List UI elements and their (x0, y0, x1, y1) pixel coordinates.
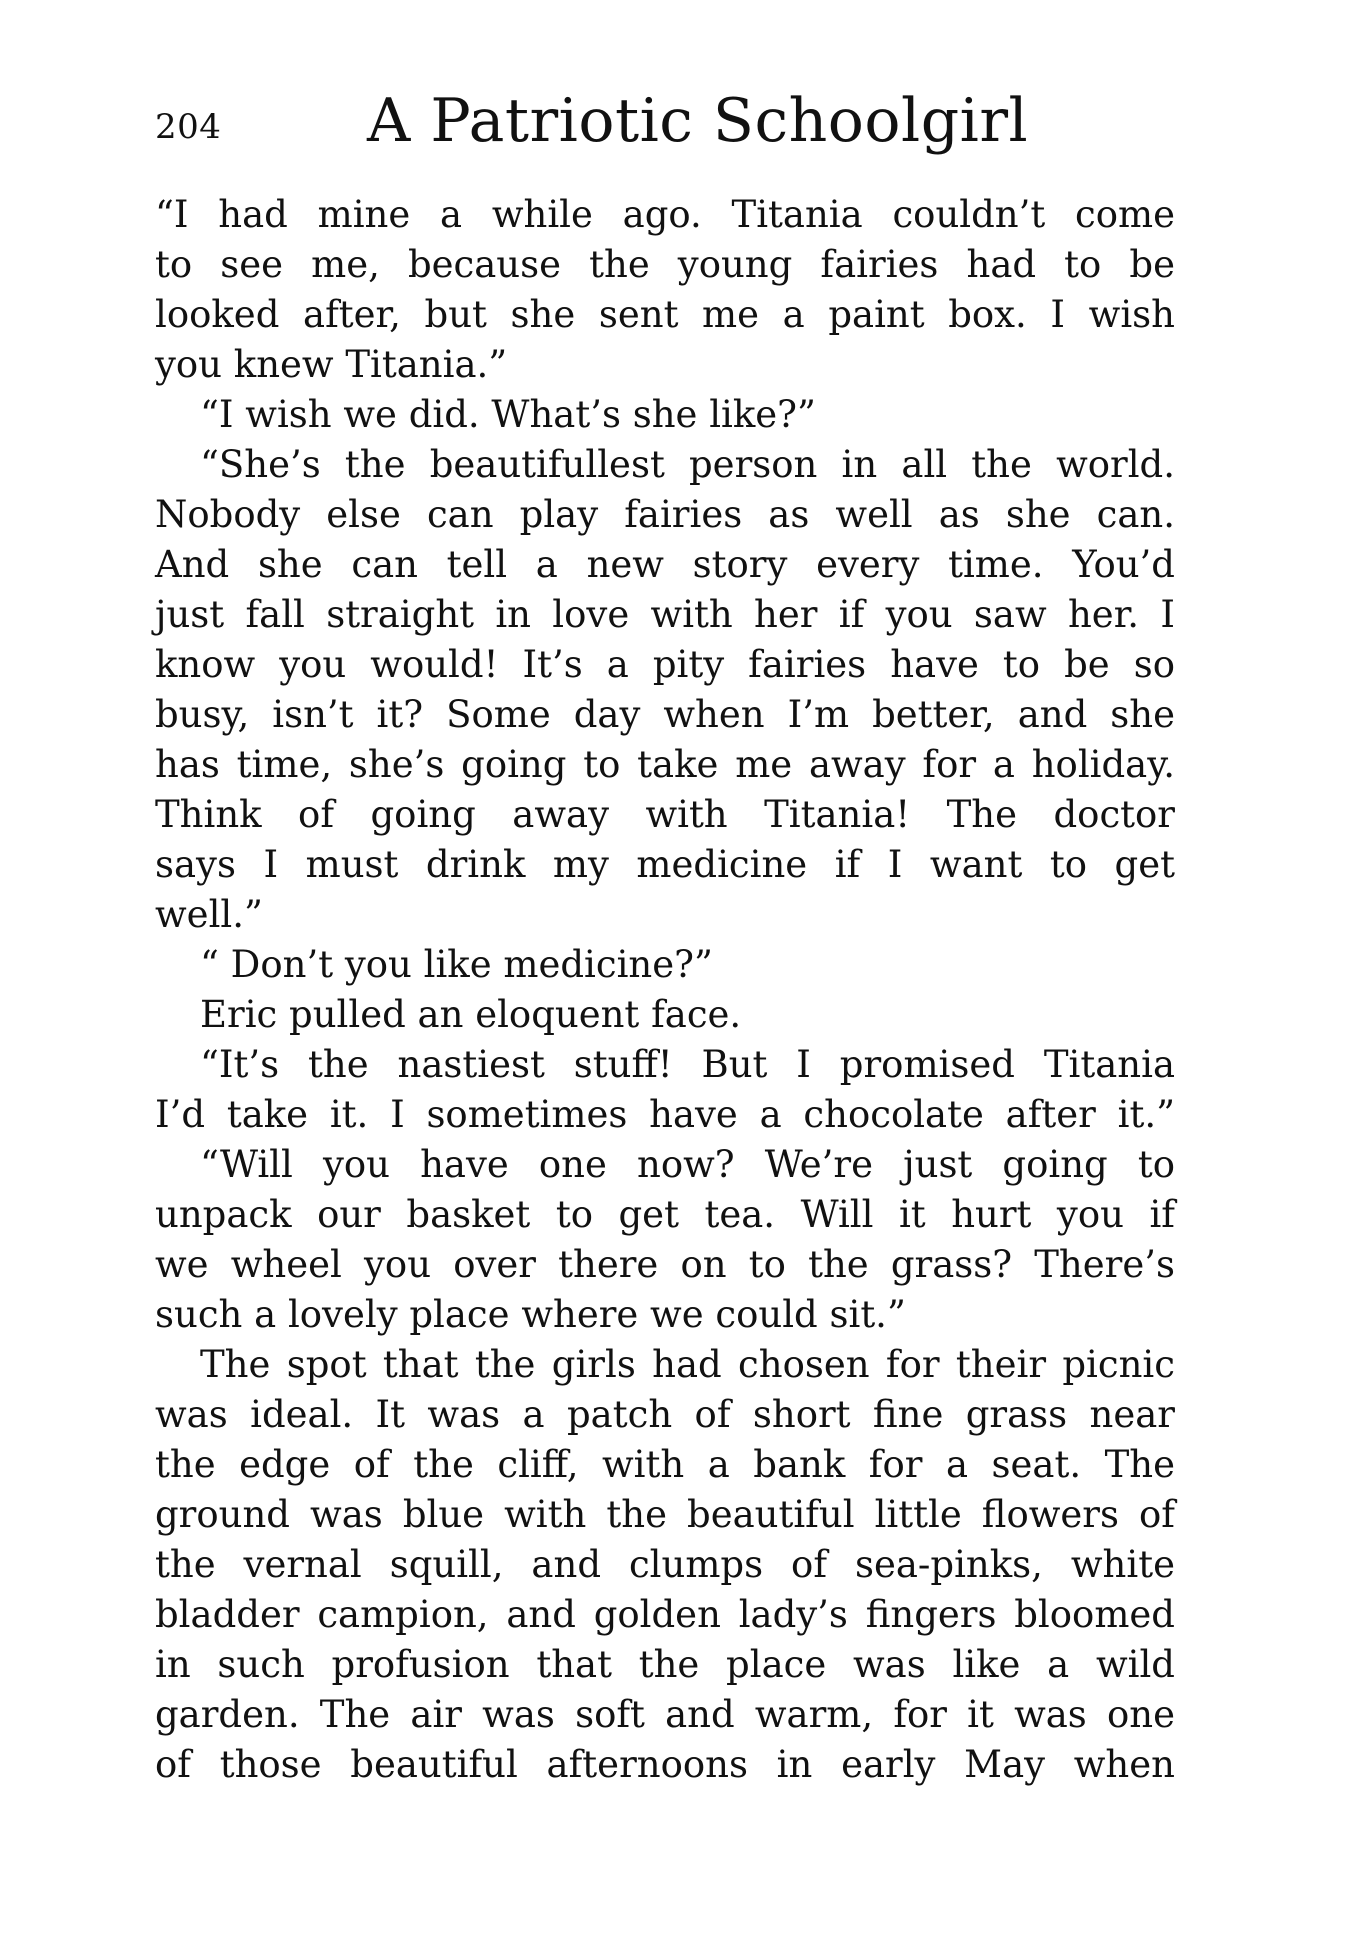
text-line: The spot that the girls had chosen for their picnic (200, 1343, 1175, 1386)
text-line: of those beautiful afternoons in early May when (155, 1743, 1175, 1786)
text-line: “Will you have one now? We’re just going to (200, 1143, 1175, 1186)
text-line: such a lovely place where we could sit.” (155, 1293, 906, 1336)
page-number: 204 (155, 107, 222, 147)
text-line: “I had mine a while ago. Titania couldn’t come (155, 193, 1175, 236)
text-line: bladder campion, and golden lady’s fingers bloomed (155, 1593, 1175, 1636)
text-line: And she can tell a new story every time. You’d (155, 543, 1175, 586)
text-line: well.” (155, 893, 263, 936)
text-line: looked after, but she sent me a paint box. I wish (155, 293, 1175, 336)
running-title: A Patriotic Schoolgirl (367, 86, 1029, 156)
text-line: garden. The air was soft and warm, for it was one (155, 1693, 1175, 1736)
text-line: Eric pulled an eloquent face. (200, 993, 742, 1036)
text-line: know you would! It’s a pity fairies have to be so (155, 643, 1175, 686)
page-header (155, 85, 1155, 165)
text-line: busy, isn’t it? Some day when I’m better, and she (155, 693, 1175, 736)
text-line: Nobody else can play fairies as well as she can. (155, 493, 1175, 536)
text-line: ground was blue with the beautiful little flowers of (155, 1493, 1175, 1536)
body-text (155, 190, 1175, 1790)
text-line: Think of going away with Titania! The doctor (155, 793, 1175, 836)
text-line: “I wish we did. What’s she like?” (200, 393, 816, 436)
text-line: in such profusion that the place was like a wild (155, 1643, 1175, 1686)
text-line: we wheel you over there on to the grass? There’s (155, 1243, 1175, 1286)
text-line: you knew Titania.” (155, 343, 508, 386)
text-line: the edge of the cliff, with a bank for a seat. The (155, 1443, 1175, 1486)
text-line: was ideal. It was a patch of short fine grass near (155, 1393, 1175, 1436)
text-line: to see me, because the young fairies had to be (155, 243, 1175, 286)
text-line: unpack our basket to get tea. Will it hurt you if (155, 1193, 1175, 1236)
text-line: says I must drink my medicine if I want to get (155, 843, 1175, 886)
text-line: the vernal squill, and clumps of sea-pinks, white (155, 1543, 1175, 1586)
text-line: “ Don’t you like medicine?” (200, 943, 713, 986)
text-line: “She’s the beautifullest person in all the world. (200, 443, 1175, 486)
text-line: “It’s the nastiest stuff! But I promised Titania (200, 1043, 1175, 1086)
text-line: just fall straight in love with her if you saw her. I (155, 593, 1175, 636)
text-line: I’d take it. I sometimes have a chocolate after it.” (155, 1093, 1175, 1136)
text-line: has time, she’s going to take me away for a holiday. (155, 743, 1175, 786)
